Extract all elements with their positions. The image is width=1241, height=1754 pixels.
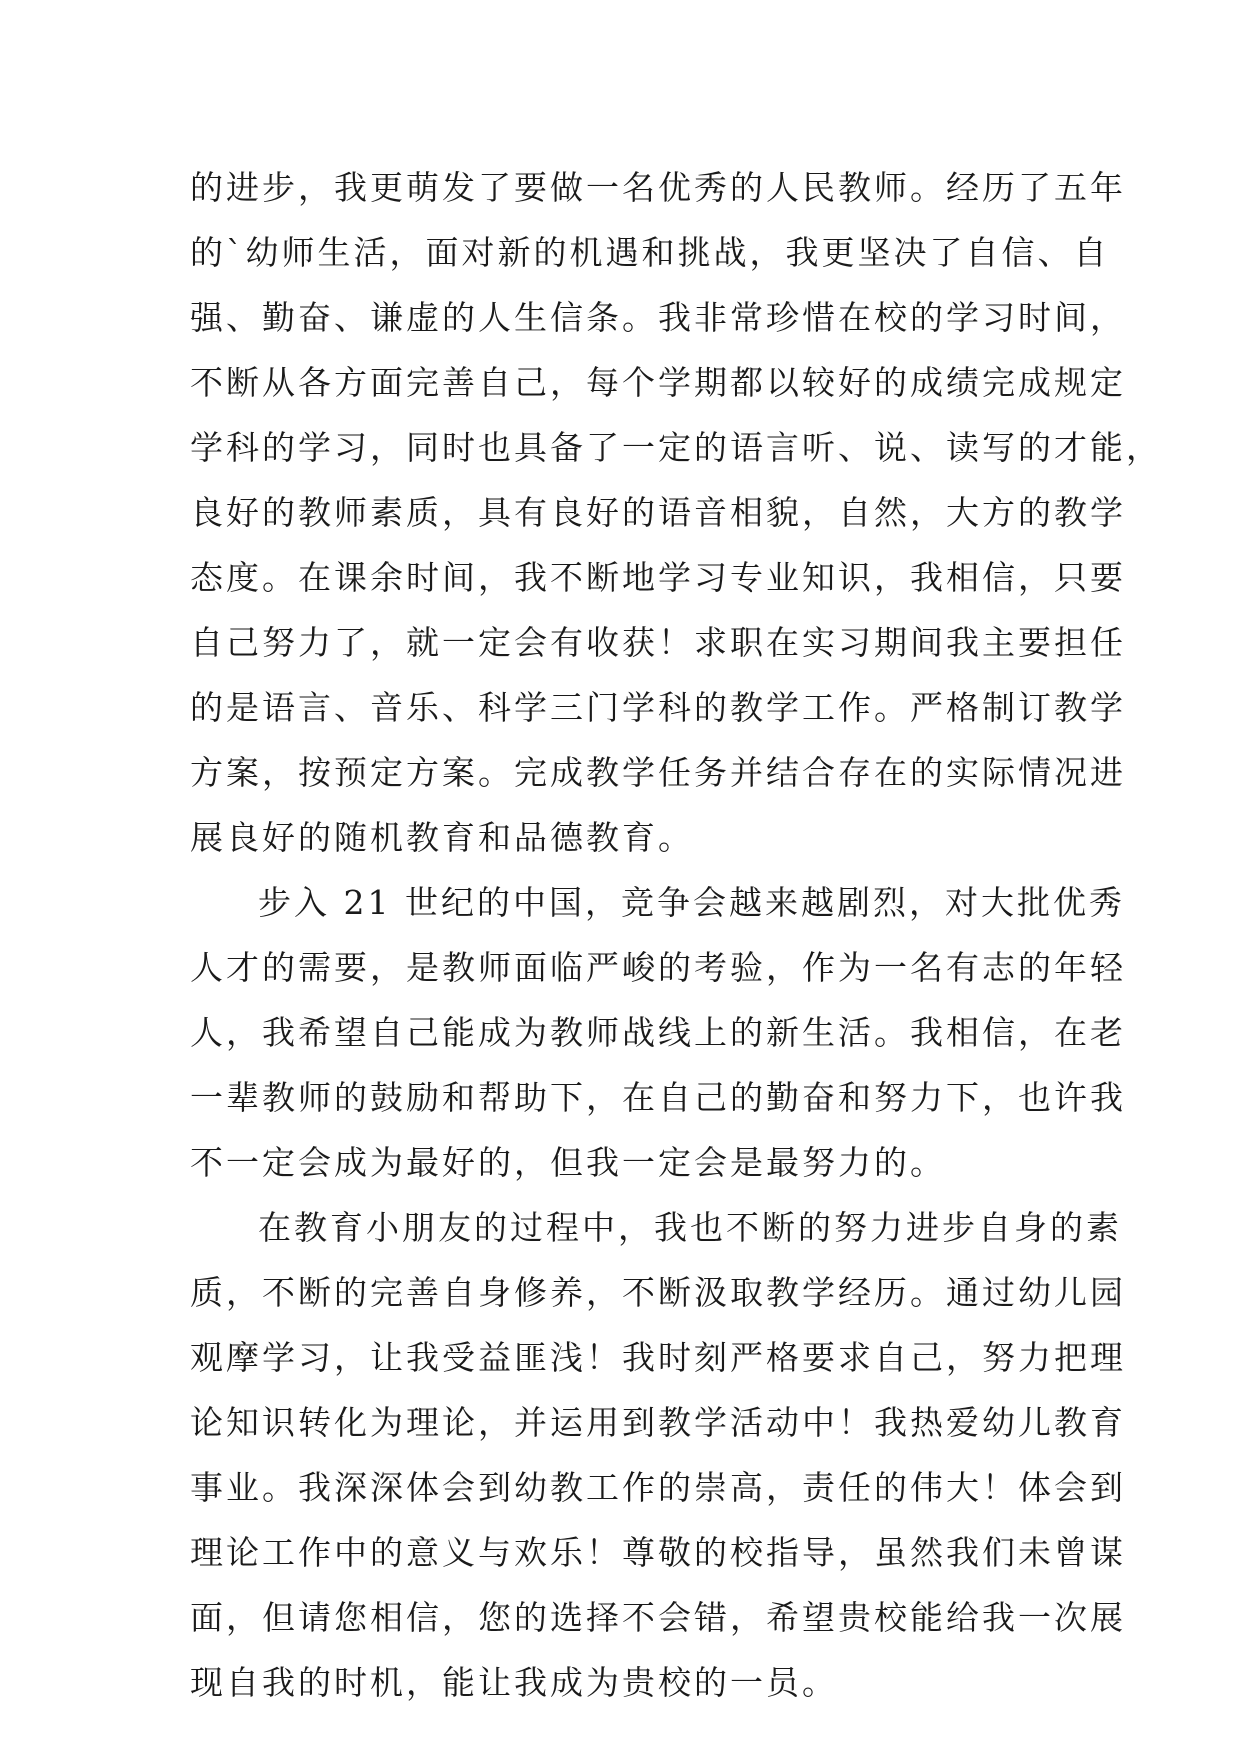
text-line: 展良好的随机教育和品德教育。 bbox=[190, 818, 694, 857]
text-line: 一辈教师的鼓励和帮助下，在自己的勤奋和努力下，也许我 bbox=[190, 1078, 1126, 1117]
text-line: 步入 21 世纪的中国，竞争会越来越剧烈，对大批优秀 bbox=[258, 883, 1125, 922]
text-line: 方案，按预定方案。完成教学任务并结合存在的实际情况进 bbox=[190, 753, 1126, 792]
text-line: 在教育小朋友的过程中，我也不断的努力进步自身的素 bbox=[258, 1208, 1122, 1247]
text-line: 现自我的时机，能让我成为贵校的一员。 bbox=[190, 1663, 838, 1702]
text-line: 强、勤奋、谦虚的人生信条。我非常珍惜在校的学习时间， bbox=[190, 298, 1126, 337]
text-line: 良好的教师素质，具有良好的语音相貌，自然，大方的教学 bbox=[190, 493, 1126, 532]
text-line: 的`幼师生活，面对新的机遇和挑战，我更坚决了自信、自 bbox=[190, 233, 1110, 272]
body-text bbox=[190, 155, 1162, 1715]
text-line: 面，但请您相信，您的选择不会错，希望贵校能给我一次展 bbox=[190, 1598, 1126, 1637]
text-line: 观摩学习，让我受益匪浅！我时刻严格要求自己，努力把理 bbox=[190, 1338, 1126, 1377]
text-line: 质，不断的完善自身修养，不断汲取教学经历。通过幼儿园 bbox=[190, 1273, 1126, 1312]
text-line: 学科的学习，同时也具备了一定的语言听、说、读写的才能， bbox=[190, 428, 1162, 467]
text-line: 不一定会成为最好的，但我一定会是最努力的。 bbox=[190, 1143, 946, 1182]
text-line: 的是语言、音乐、科学三门学科的教学工作。严格制订教学 bbox=[190, 688, 1126, 727]
text-line: 的进步，我更萌发了要做一名优秀的人民教师。经历了五年 bbox=[190, 168, 1126, 207]
text-line: 态度。在课余时间，我不断地学习专业知识，我相信，只要 bbox=[190, 558, 1126, 597]
text-line: 论知识转化为理论，并运用到教学活动中！我热爱幼儿教育 bbox=[190, 1403, 1126, 1442]
text-line: 人才的需要，是教师面临严峻的考验，作为一名有志的年轻 bbox=[190, 948, 1126, 987]
text-line: 事业。我深深体会到幼教工作的崇高，责任的伟大！体会到 bbox=[190, 1468, 1126, 1507]
text-line: 不断从各方面完善自己，每个学期都以较好的成绩完成规定 bbox=[190, 363, 1126, 402]
text-line: 自己努力了，就一定会有收获！求职在实习期间我主要担任 bbox=[190, 623, 1126, 662]
text-line: 人，我希望自己能成为教师战线上的新生活。我相信，在老 bbox=[190, 1013, 1126, 1052]
text-line: 理论工作中的意义与欢乐！尊敬的校指导，虽然我们未曾谋 bbox=[190, 1533, 1126, 1572]
